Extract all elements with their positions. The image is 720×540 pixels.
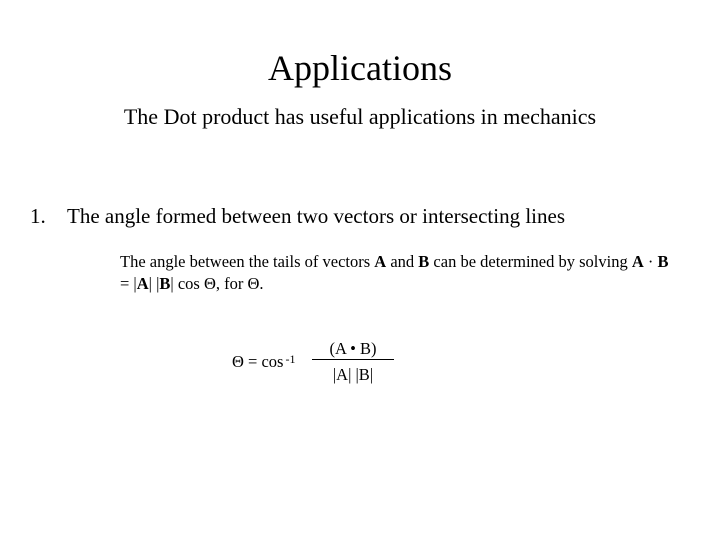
- formula-fraction: [312, 340, 394, 385]
- equation-abs-a: A: [136, 274, 149, 293]
- equation-separator: | |: [148, 274, 160, 293]
- slide-subtitle: The Dot product has useful applications in mechanics: [123, 104, 597, 129]
- list-item-text: The angle formed between two vectors or intersecting lines: [67, 204, 565, 228]
- fraction-bar: [312, 359, 394, 360]
- equation-vector-b: B: [657, 252, 669, 271]
- formula-theta-cos: Θ = cos: [232, 352, 284, 371]
- vector-a-label: A: [374, 252, 387, 271]
- formula-lhs: [232, 351, 295, 373]
- formula-exponent: -1: [285, 352, 296, 366]
- list-item-angle: [30, 202, 565, 230]
- equation-abs-b: B: [159, 274, 171, 293]
- description-text: and: [386, 252, 419, 271]
- equation-equals: = |: [120, 274, 137, 293]
- slide-title: Applications: [268, 48, 452, 88]
- description-paragraph: [120, 251, 680, 295]
- fraction-numerator: (A • B): [329, 339, 377, 358]
- fraction-denominator: |A| |B|: [332, 365, 374, 384]
- description-text: The angle between the tails of vectors: [120, 252, 375, 271]
- description-text: can be determined by solving: [429, 252, 632, 271]
- equation-vector-a: A: [631, 252, 644, 271]
- equation-dot: ·: [643, 252, 658, 271]
- vector-b-label: B: [418, 252, 430, 271]
- list-number: 1.: [30, 204, 46, 228]
- equation-tail: | cos Θ, for Θ.: [170, 274, 264, 293]
